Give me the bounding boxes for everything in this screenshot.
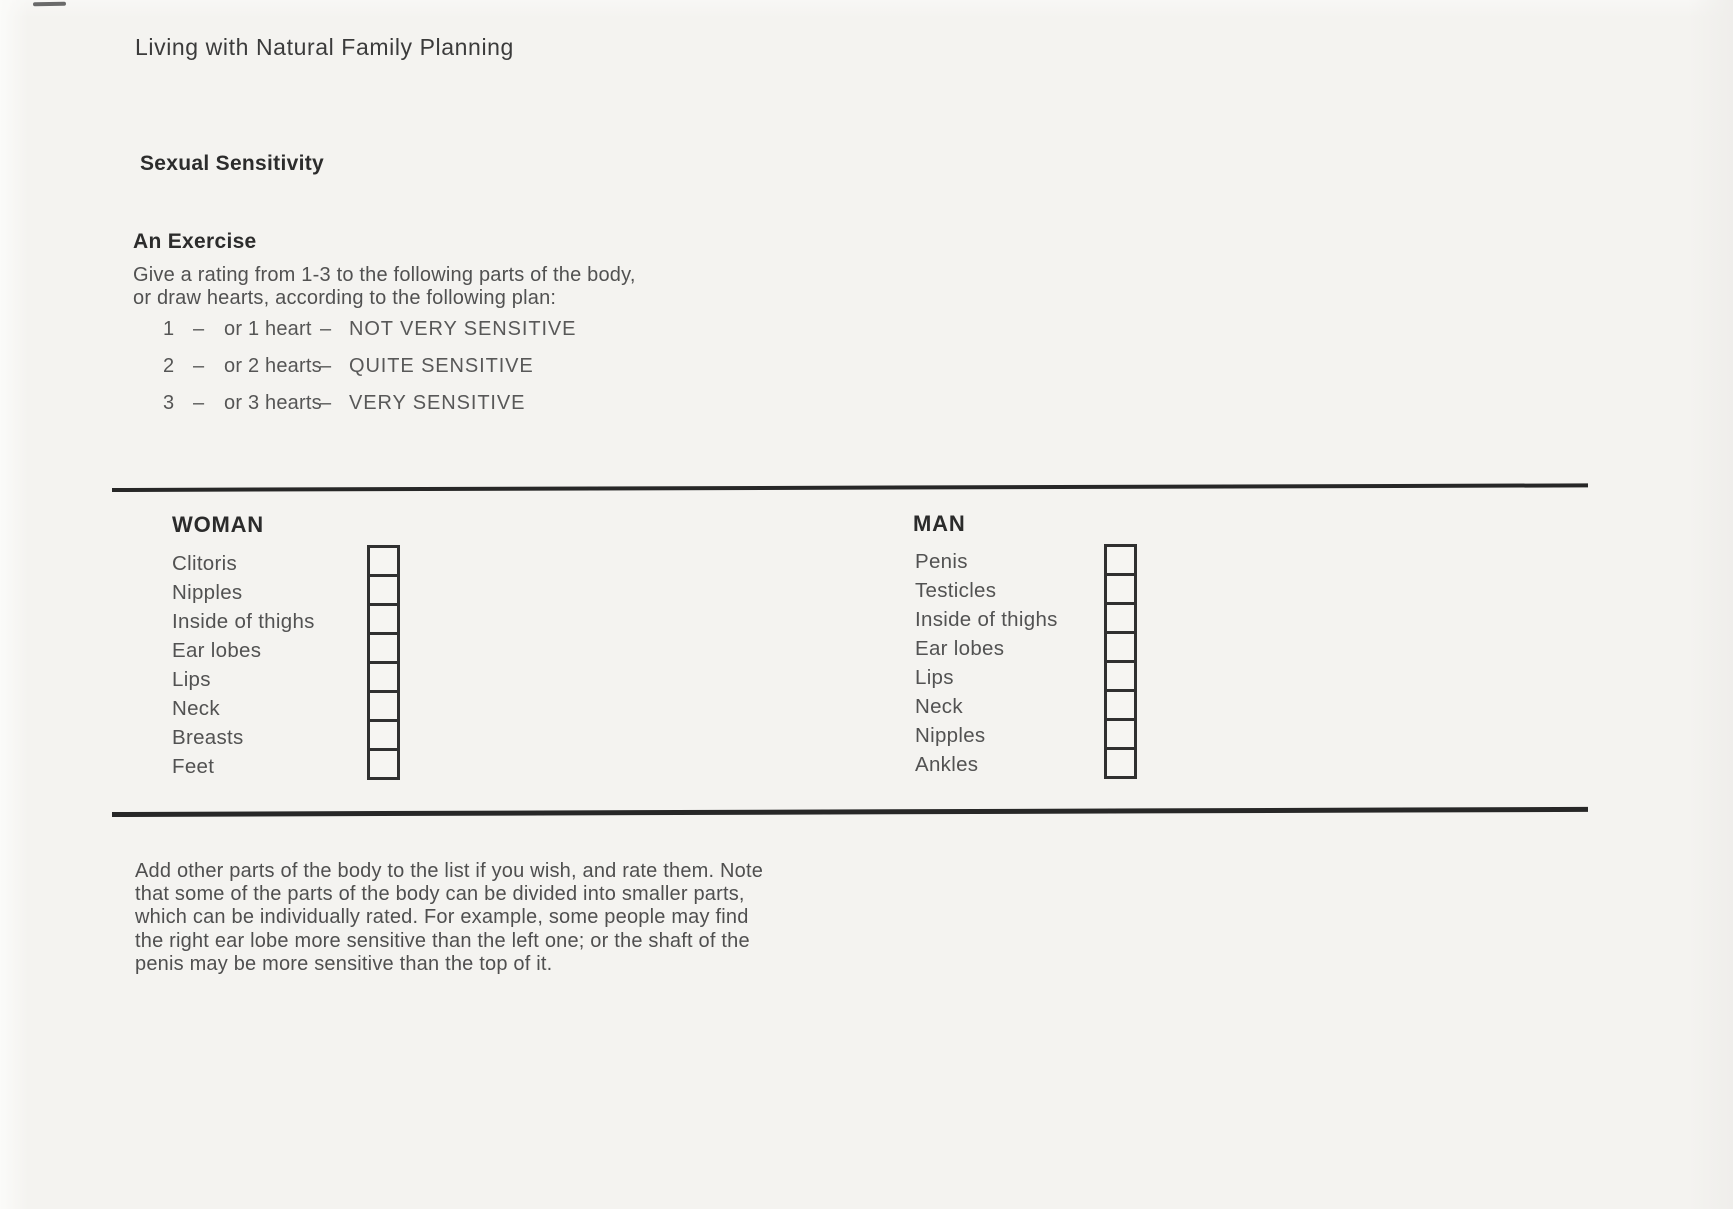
man-item-nipples: Nipples	[915, 724, 986, 747]
divider-rule-top	[112, 483, 1588, 492]
dash: –	[320, 355, 332, 377]
rating-hearts-label: or 2 hearts	[224, 355, 322, 377]
woman-item-neck: Neck	[172, 697, 220, 720]
rating-legend	[163, 318, 803, 429]
woman-rating-box-inside-of-thighs[interactable]	[370, 606, 397, 635]
rating-number: 1	[163, 318, 175, 340]
woman-rating-box-nipples[interactable]	[370, 577, 397, 606]
man-rating-box-testicles[interactable]	[1107, 576, 1134, 605]
woman-rating-box-neck[interactable]	[370, 693, 397, 722]
man-rating-box-lips[interactable]	[1107, 663, 1134, 692]
man-rating-box-inside-of-thighs[interactable]	[1107, 605, 1134, 634]
rating-hearts-label: or 1 heart	[224, 318, 312, 340]
woman-item-nipples: Nipples	[172, 581, 243, 604]
woman-column-heading: WOMAN	[172, 512, 264, 537]
man-item-inside-of-thighs: Inside of thighs	[915, 608, 1058, 631]
woman-rating-box-clitoris[interactable]	[370, 548, 397, 577]
intro-line-2: or draw hearts, according to the following plan:	[133, 287, 557, 309]
man-rating-box-column	[1104, 544, 1137, 779]
man-item-testicles: Testicles	[915, 579, 997, 602]
woman-item-inside-of-thighs: Inside of thighs	[172, 610, 315, 633]
footer-line-4: the right ear lobe more sensitive than the left one; or the shaft of the	[135, 929, 750, 952]
scan-artifact-mark	[33, 2, 66, 7]
book-title: Living with Natural Family Planning	[135, 34, 514, 60]
dash: –	[193, 392, 205, 414]
man-rating-box-ankles[interactable]	[1107, 750, 1134, 776]
woman-body-part-list	[172, 549, 315, 781]
woman-rating-box-lips[interactable]	[370, 664, 397, 693]
rating-legend-row-2	[163, 355, 803, 392]
woman-item-breasts: Breasts	[172, 726, 244, 749]
footer-line-5: penis may be more sensitive than the top of it.	[135, 952, 553, 975]
woman-rating-box-feet[interactable]	[370, 751, 397, 777]
rating-description: VERY SENSITIVE	[349, 392, 526, 414]
dash: –	[193, 318, 205, 340]
dash: –	[320, 392, 332, 414]
man-item-ear-lobes: Ear lobes	[915, 637, 1005, 660]
dash: –	[320, 318, 332, 340]
man-rating-box-penis[interactable]	[1107, 547, 1134, 576]
footer-line-1: Add other parts of the body to the list if you wish, and rate them. Note	[135, 860, 764, 882]
man-item-ankles: Ankles	[915, 753, 979, 776]
woman-rating-box-column	[367, 545, 400, 780]
man-item-penis: Penis	[915, 550, 968, 573]
rating-legend-row-3	[163, 392, 803, 429]
woman-item-ear-lobes: Ear lobes	[172, 639, 262, 662]
rating-description: QUITE SENSITIVE	[349, 355, 534, 377]
woman-rating-box-breasts[interactable]	[370, 722, 397, 751]
footer-paragraph	[135, 860, 855, 976]
rating-number: 3	[163, 392, 175, 414]
divider-rule-bottom	[112, 807, 1588, 817]
dash: –	[193, 355, 205, 377]
rating-description: NOT VERY SENSITIVE	[349, 318, 577, 340]
man-item-lips: Lips	[915, 666, 954, 689]
man-rating-box-nipples[interactable]	[1107, 721, 1134, 750]
woman-item-feet: Feet	[172, 755, 215, 778]
section-title: Sexual Sensitivity	[140, 152, 324, 175]
man-rating-box-ear-lobes[interactable]	[1107, 634, 1134, 663]
woman-item-clitoris: Clitoris	[172, 552, 238, 575]
rating-hearts-label: or 3 hearts	[224, 392, 322, 414]
intro-line-1: Give a rating from 1-3 to the following parts of the body,	[133, 264, 636, 286]
rating-number: 2	[163, 355, 175, 377]
man-column-heading: MAN	[913, 511, 966, 536]
footer-line-3: which can be individually rated. For example, some people may find	[135, 906, 749, 929]
rating-legend-row-1	[163, 318, 803, 355]
man-item-neck: Neck	[915, 695, 963, 718]
man-body-part-list	[915, 547, 1058, 779]
footer-line-2: that some of the parts of the body can be divided into smaller parts,	[135, 883, 745, 906]
man-rating-box-neck[interactable]	[1107, 692, 1134, 721]
exercise-intro	[133, 264, 636, 310]
exercise-heading: An Exercise	[133, 230, 257, 253]
woman-item-lips: Lips	[172, 668, 211, 691]
woman-rating-box-ear-lobes[interactable]	[370, 635, 397, 664]
